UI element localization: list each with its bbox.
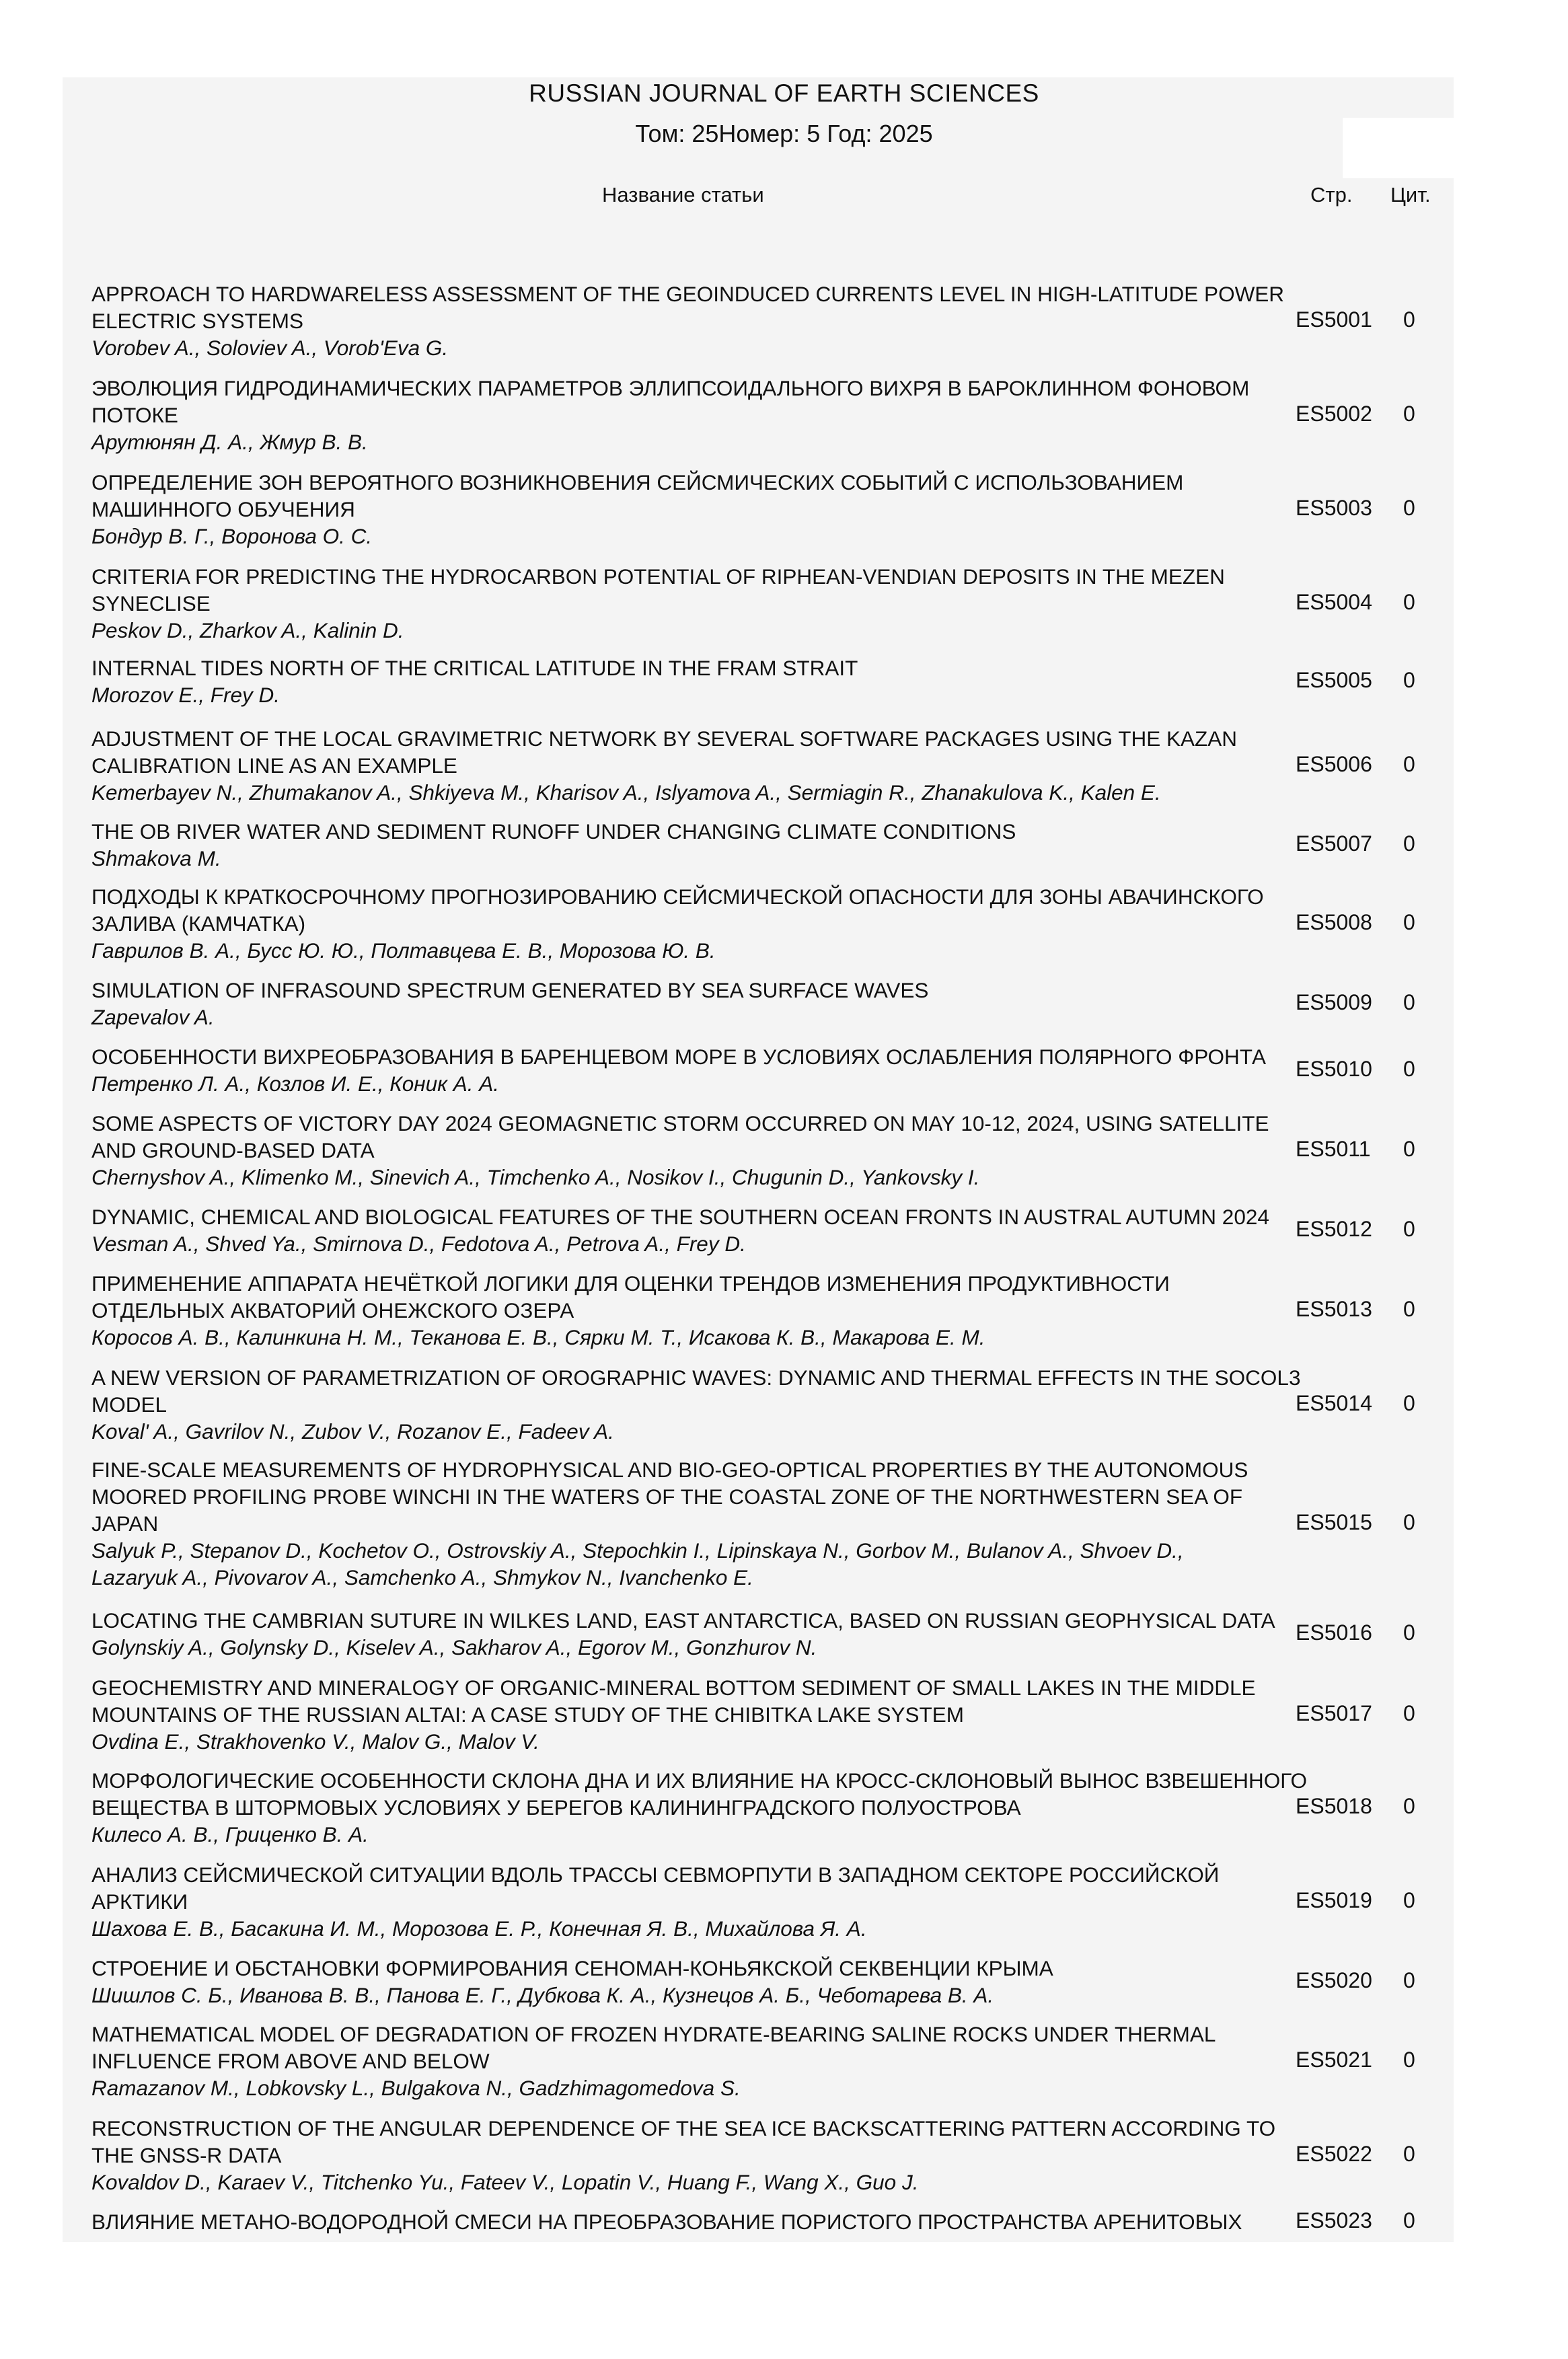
article-authors-line: Salyuk P., Stepanov D., Kochetov O., Ostrovskiy A., Stepochkin I., Lipinskaya N., Gorbov M., Bulanov A., Shvoev D., <box>91 1538 1184 1563</box>
article-title-line[interactable]: GEOCHEMISTRY AND MINERALOGY OF ORGANIC-MINERAL BOTTOM SEDIMENT OF SMALL LAKES IN THE MIDDLE <box>91 1676 1256 1700</box>
article-title-line[interactable]: MOORED PROFILING PROBE WINCHI IN THE WATERS OF THE COASTAL ZONE OF THE NORTHWESTERN SEA OF <box>91 1485 1243 1509</box>
article-page: ES5009 <box>1296 990 1372 1014</box>
article-title-line[interactable]: MATHEMATICAL MODEL OF DEGRADATION OF FROZEN HYDRATE-BEARING SALINE ROCKS UNDER THERMAL <box>91 2022 1216 2046</box>
article-title-line[interactable]: MODEL <box>91 1392 167 1417</box>
article-page: ES5001 <box>1296 307 1372 332</box>
article-citations: 0 <box>1403 1888 1415 1912</box>
article-authors-line: Ovdina E., Strakhovenko V., Malov G., Malov V. <box>91 1729 539 1754</box>
article-citations: 0 <box>1403 910 1415 934</box>
article-authors-line: Shmakova M. <box>91 846 221 870</box>
article-citations: 0 <box>1403 496 1415 520</box>
article-page: ES5016 <box>1296 1620 1372 1645</box>
article-title-line[interactable]: МОРФОЛОГИЧЕСКИЕ ОСОБЕННОСТИ СКЛОНА ДНА И ИХ ВЛИЯНИЕ НА КРОСС-СКЛОНОВЫЙ ВЫНОС ВЗВЕШЕННОГО <box>91 1768 1308 1793</box>
article-authors-line: Kovaldov D., Karaev V., Titchenko Yu., Fateev V., Lopatin V., Huang F., Wang X., Guo J. <box>91 2170 919 2194</box>
article-title-line[interactable]: ЗАЛИВА (КАМЧАТКА) <box>91 911 306 936</box>
article-citations: 0 <box>1403 1391 1415 1415</box>
article-citations: 0 <box>1403 1137 1415 1161</box>
article-title-line[interactable]: ОТДЕЛЬНЫХ АКВАТОРИЙ ОНЕЖСКОГО ОЗЕРА <box>91 1298 574 1322</box>
article-title-line[interactable]: ELECTRIC SYSTEMS <box>91 309 304 333</box>
article-citations: 0 <box>1403 668 1415 692</box>
article-title-line[interactable]: FINE-SCALE MEASUREMENTS OF HYDROPHYSICAL AND BIO-GEO-OPTICAL PROPERTIES BY THE AUTONOMOUS <box>91 1458 1248 1482</box>
article-title-line[interactable]: JAPAN <box>91 1511 159 1536</box>
article-authors-line: Kemerbayev N., Zhumakanov A., Shkiyeva M., Kharisov A., Islyamova A., Sermiagin R., Zhanakulova K., Kalen E. <box>91 780 1161 804</box>
article-citations: 0 <box>1403 2048 1415 2072</box>
article-authors-line: Lazaryuk A., Pivovarov A., Samchenko A., Shmykov N., Ivanchenko E. <box>91 1565 753 1589</box>
article-title-line[interactable]: THE OB RIVER WATER AND SEDIMENT RUNOFF UNDER CHANGING CLIMATE CONDITIONS <box>91 819 1016 844</box>
article-title-line[interactable]: АРКТИКИ <box>91 1889 188 1914</box>
article-title-line[interactable]: АНАЛИЗ СЕЙСМИЧЕСКОЙ СИТУАЦИИ ВДОЛЬ ТРАССЫ СЕВМОРПУТИ В ЗАПАДНОМ СЕКТОРЕ РОССИЙСКОЙ <box>91 1863 1220 1887</box>
article-authors-line: Шахова Е. В., Басакина И. М., Морозова Е. Р., Конечная Я. В., Михайлова Я. А. <box>91 1916 867 1941</box>
journal-title: RUSSIAN JOURNAL OF EARTH SCIENCES <box>529 79 1039 107</box>
article-citations: 0 <box>1403 2208 1415 2233</box>
article-title-line[interactable]: INFLUENCE FROM ABOVE AND BELOW <box>91 2049 490 2073</box>
article-citations: 0 <box>1403 1968 1415 1992</box>
article-citations: 0 <box>1403 307 1415 332</box>
article-title-line[interactable]: ЭВОЛЮЦИЯ ГИДРОДИНАМИЧЕСКИХ ПАРАМЕТРОВ ЭЛЛИПСОИДАЛЬНОГО ВИХРЯ В БАРОКЛИННОМ ФОНОВОМ <box>91 376 1250 400</box>
article-authors-line: Шишлов С. Б., Иванова В. В., Панова Е. Г., Дубкова К. А., Кузнецов А. Б., Чеботарева В. А. <box>91 1983 994 2007</box>
article-authors-line: Peskov D., Zharkov A., Kalinin D. <box>91 618 404 642</box>
article-authors-line: Ramazanov M., Lobkovsky L., Bulgakova N., Gadzhimagomedova S. <box>91 2076 741 2100</box>
article-title-line[interactable]: THE GNSS-R DATA <box>91 2143 282 2167</box>
article-authors-line: Morozov E., Frey D. <box>91 683 281 707</box>
article-title-line[interactable]: ВЛИЯНИЕ МЕТАНО-ВОДОРОДНОЙ СМЕСИ НА ПРЕОБРАЗОВАНИЕ ПОРИСТОГО ПРОСТРАНСТВА АРЕНИТОВЫХ <box>91 2210 1242 2234</box>
article-page: ES5017 <box>1296 1701 1372 1725</box>
article-authors-line: Гаврилов В. А., Бусс Ю. Ю., Полтавцева Е. В., Морозова Ю. В. <box>91 938 716 963</box>
article-page: ES5015 <box>1296 1510 1372 1534</box>
article-page: ES5020 <box>1296 1968 1372 1992</box>
article-page: ES5005 <box>1296 668 1372 692</box>
article-title-line[interactable]: ADJUSTMENT OF THE LOCAL GRAVIMETRIC NETWORK BY SEVERAL SOFTWARE PACKAGES USING THE KAZAN <box>91 726 1238 751</box>
article-citations: 0 <box>1403 831 1415 856</box>
article-page: ES5022 <box>1296 2142 1372 2166</box>
article-page: ES5023 <box>1296 2208 1372 2233</box>
article-authors-line: Vorobev A., Soloviev A., Vorob'Eva G. <box>91 336 449 360</box>
article-citations: 0 <box>1403 402 1415 426</box>
article-title-line[interactable]: CALIBRATION LINE AS AN EXAMPLE <box>91 753 457 778</box>
article-authors-line: Zapevalov A. <box>91 1005 215 1029</box>
article-citations: 0 <box>1403 2142 1415 2166</box>
article-authors-line: Бондур В. Г., Воронова О. С. <box>91 524 373 548</box>
issue-info: Том: 25Номер: 5 Год: 2025 <box>635 120 933 147</box>
article-title-line[interactable]: LOCATING THE CAMBRIAN SUTURE IN WILKES LAND, EAST ANTARCTICA, BASED ON RUSSIAN GEOPHYSICAL DATA <box>91 1608 1275 1633</box>
article-page: ES5011 <box>1296 1137 1371 1161</box>
article-title-line[interactable]: DYNAMIC, CHEMICAL AND BIOLOGICAL FEATURES OF THE SOUTHERN OCEAN FRONTS IN AUSTRAL AUTUMN 2024 <box>91 1205 1269 1229</box>
article-page: ES5021 <box>1296 2048 1372 2072</box>
article-authors-line: Golynskiy A., Golynsky D., Kiselev A., Sakharov A., Egorov M., Gonzhurov N. <box>91 1635 817 1659</box>
article-title-line[interactable]: CRITERIA FOR PREDICTING THE HYDROCARBON POTENTIAL OF RIPHEAN-VENDIAN DEPOSITS IN THE MEZEN <box>91 564 1225 589</box>
article-page: ES5004 <box>1296 590 1372 614</box>
article-page: ES5008 <box>1296 910 1372 934</box>
article-title-line[interactable]: INTERNAL TIDES NORTH OF THE CRITICAL LATITUDE IN THE FRAM STRAIT <box>91 656 858 680</box>
article-title-line[interactable]: RECONSTRUCTION OF THE ANGULAR DEPENDENCE OF THE SEA ICE BACKSCATTERING PATTERN ACCORDING TO <box>91 2116 1276 2140</box>
article-citations: 0 <box>1403 1620 1415 1645</box>
article-citations: 0 <box>1403 1701 1415 1725</box>
article-citations: 0 <box>1403 1057 1415 1081</box>
article-title-line[interactable]: МАШИННОГО ОБУЧЕНИЯ <box>91 497 355 521</box>
article-page: ES5010 <box>1296 1057 1372 1081</box>
article-authors-line: Килесо А. В., Гриценко В. А. <box>91 1822 369 1846</box>
article-citations: 0 <box>1403 752 1415 776</box>
article-page: ES5019 <box>1296 1888 1372 1912</box>
article-citations: 0 <box>1403 1510 1415 1534</box>
article-title-line[interactable]: APPROACH TO HARDWARELESS ASSESSMENT OF THE GEOINDUCED CURRENTS LEVEL IN HIGH-LATITUDE POWER <box>91 282 1285 306</box>
column-header-cites: Цит. <box>1390 183 1431 207</box>
article-citations: 0 <box>1403 1297 1415 1321</box>
article-citations: 0 <box>1403 1794 1415 1818</box>
article-title-line[interactable]: ОСОБЕННОСТИ ВИХРЕОБРАЗОВАНИЯ В БАРЕНЦЕВОМ МОРЕ В УСЛОВИЯХ ОСЛАБЛЕНИЯ ПОЛЯРНОГО ФРОНТА <box>91 1045 1267 1069</box>
article-page: ES5007 <box>1296 831 1372 856</box>
column-header-title: Название статьи <box>602 183 764 207</box>
article-title-line[interactable]: AND GROUND-BASED DATA <box>91 1138 375 1162</box>
article-authors-line: Koval' A., Gavrilov N., Zubov V., Rozanov E., Fadeev A. <box>91 1419 614 1444</box>
article-citations: 0 <box>1403 590 1415 614</box>
article-title-line[interactable]: SOME ASPECTS OF VICTORY DAY 2024 GEOMAGNETIC STORM OCCURRED ON MAY 10-12, 2024, USING SATELLITE <box>91 1111 1269 1135</box>
column-header-page: Стр. <box>1310 183 1353 207</box>
article-title-line[interactable]: SYNECLISE <box>91 591 211 615</box>
article-page: ES5012 <box>1296 1217 1372 1241</box>
article-title-line[interactable]: SIMULATION OF INFRASOUND SPECTRUM GENERATED BY SEA SURFACE WAVES <box>91 978 929 1002</box>
article-title-line[interactable]: ПРИМЕНЕНИЕ АППАРАТА НЕЧЁТКОЙ ЛОГИКИ ДЛЯ ОЦЕНКИ ТРЕНДОВ ИЗМЕНЕНИЯ ПРОДУКТИВНОСТИ <box>91 1271 1170 1296</box>
article-title-line[interactable]: ПОДХОДЫ К КРАТКОСРОЧНОМУ ПРОГНОЗИРОВАНИЮ СЕЙСМИЧЕСКОЙ ОПАСНОСТИ ДЛЯ ЗОНЫ АВАЧИНСКОГО <box>91 885 1264 909</box>
article-authors-line: Петренко Л. А., Козлов И. Е., Коник А. А. <box>91 1072 500 1096</box>
article-title-line[interactable]: ОПРЕДЕЛЕНИЕ ЗОН ВЕРОЯТНОГО ВОЗНИКНОВЕНИЯ СЕЙСМИЧЕСКИХ СОБЫТИЙ С ИСПОЛЬЗОВАНИЕМ <box>91 470 1184 494</box>
article-citations: 0 <box>1403 990 1415 1014</box>
article-authors-line: Арутюнян Д. А., Жмур В. В. <box>91 430 368 454</box>
article-authors-line: Vesman A., Shved Ya., Smirnova D., Fedotova A., Petrova A., Frey D. <box>91 1232 746 1256</box>
article-title-line[interactable]: ПОТОКЕ <box>91 403 178 427</box>
article-title-line[interactable]: СТРОЕНИЕ И ОБСТАНОВКИ ФОРМИРОВАНИЯ СЕНОМАН-КОНЬЯКСКОЙ СЕКВЕНЦИИ КРЫМА <box>91 1956 1053 1980</box>
article-page: ES5002 <box>1296 402 1372 426</box>
article-page: ES5003 <box>1296 496 1372 520</box>
article-citations: 0 <box>1403 1217 1415 1241</box>
article-page: ES5006 <box>1296 752 1372 776</box>
article-page: ES5018 <box>1296 1794 1372 1818</box>
article-title-line[interactable]: A NEW VERSION OF PARAMETRIZATION OF OROGRAPHIC WAVES: DYNAMIC AND THERMAL EFFECTS IN THE SOCOL3 <box>91 1365 1301 1390</box>
article-title-line[interactable]: ВЕЩЕСТВА В ШТОРМОВЫХ УСЛОВИЯХ У БЕРЕГОВ КАЛИНИНГРАДСКОГО ПОЛУОСТРОВА <box>91 1795 1021 1820</box>
article-authors-line: Коросов А. В., Калинкина Н. М., Теканова Е. В., Сярки М. Т., Исакова К. В., Макарова Е. М. <box>91 1325 985 1349</box>
article-title-line[interactable]: MOUNTAINS OF THE RUSSIAN ALTAI: A CASE STUDY OF THE CHIBITKA LAKE SYSTEM <box>91 1702 965 1727</box>
article-page: ES5014 <box>1296 1391 1372 1415</box>
article-authors-line: Chernyshov A., Klimenko M., Sinevich A., Timchenko A., Nosikov I., Chugunin D., Yankovsky I. <box>91 1165 980 1189</box>
article-page: ES5013 <box>1296 1297 1372 1321</box>
